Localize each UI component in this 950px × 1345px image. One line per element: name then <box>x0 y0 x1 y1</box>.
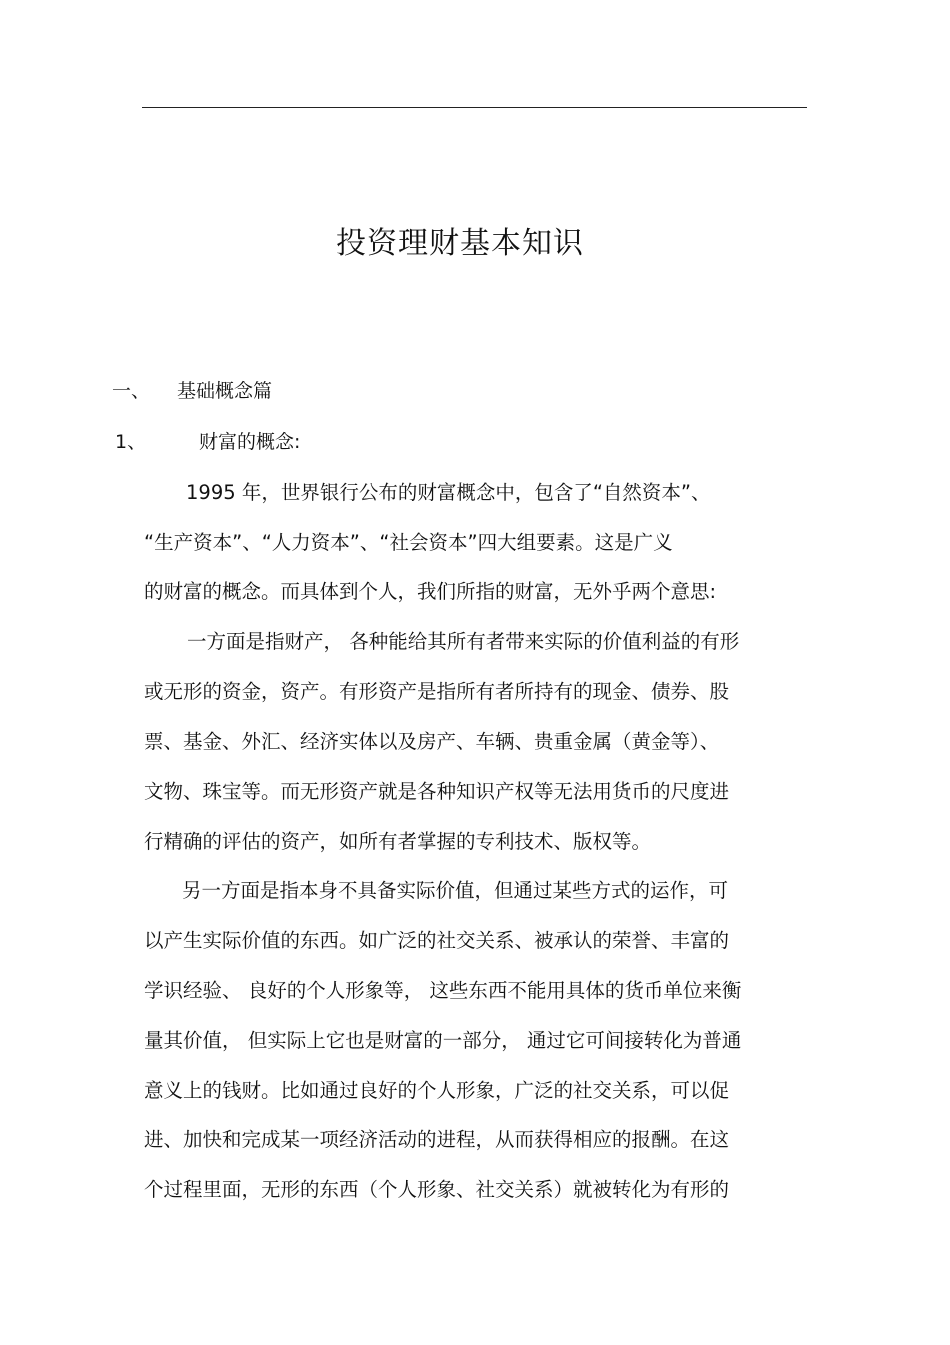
body-line: 的财富的概念。而具体到个人，我们所指的财富，无外乎两个意思: <box>144 580 717 603</box>
body-line: 或无形的资金，资产。有形资产是指所有者所持有的现金、债券、股 <box>144 680 730 703</box>
body-line: 行精确的评估的资产，如所有者掌握的专利技术、版权等。 <box>144 830 652 853</box>
body-line: 个过程里面，无形的东西（个人形象、社交关系）就被转化为有形的 <box>144 1178 730 1201</box>
body-line: 学识经验、 良好的个人形象等， 这些东西不能用具体的货币单位来衡 <box>144 979 742 1002</box>
body-line: 量其价值， 但实际上它也是财富的一部分， 通过它可间接转化为普通 <box>144 1029 742 1052</box>
subsection-number: 1、 <box>115 431 147 453</box>
subsection-title: 财富的概念: <box>199 431 301 453</box>
body-line: “生产资本”、“人力资本”、“社会资本”四大组要素。这是广义 <box>144 531 673 554</box>
body-line: 文物、珠宝等。而无形资产就是各种知识产权等无法用货币的尺度进 <box>144 780 730 803</box>
body-line: 一方面是指财产， 各种能给其所有者带来实际的价值利益的有形 <box>187 630 740 653</box>
body-line: 1995 年，世界银行公布的财富概念中，包含了“自然资本”、 <box>186 481 711 504</box>
section-number: 一、 <box>112 380 151 402</box>
top-divider-line <box>142 107 807 108</box>
body-line: 票、基金、外汇、经济实体以及房产、车辆、贵重金属（黄金等）、 <box>144 730 720 753</box>
body-line: 另一方面是指本身不具备实际价值，但通过某些方式的运作，可 <box>182 879 729 902</box>
section-title: 基础概念篇 <box>177 380 273 402</box>
body-line: 以产生实际价值的东西。如广泛的社交关系、被承认的荣誉、丰富的 <box>144 929 730 952</box>
body-line: 进、加快和完成某一项经济活动的进程，从而获得相应的报酬。在这 <box>144 1128 730 1151</box>
document-title: 投资理财基本知识 <box>336 226 584 261</box>
body-line: 意义上的钱财。比如通过良好的个人形象，广泛的社交关系，可以促 <box>144 1079 730 1102</box>
